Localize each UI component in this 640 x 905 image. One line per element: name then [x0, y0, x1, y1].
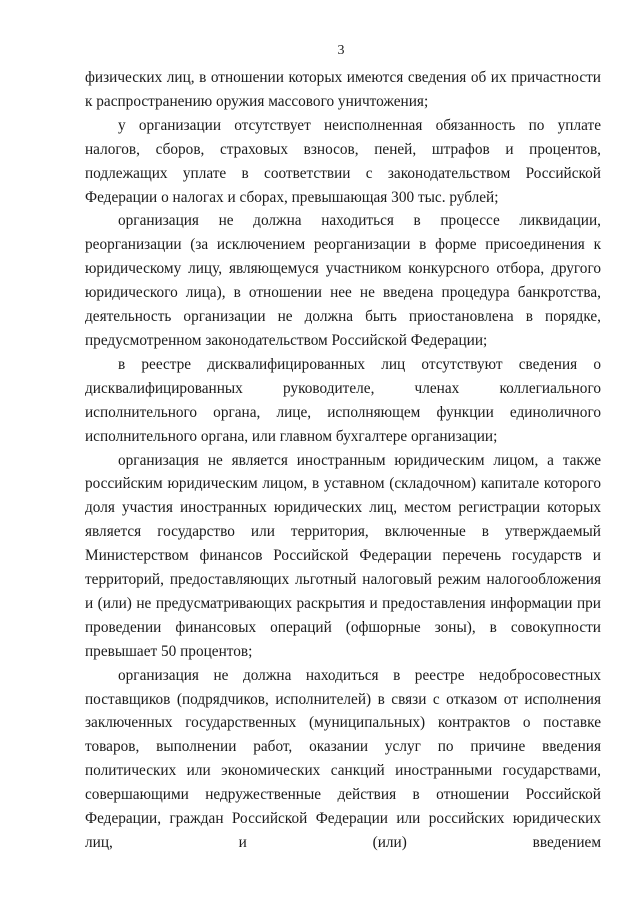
- paragraph-unscrupulous-suppliers: организация не должна находиться в реестре недобросовестных поставщиков (подрядчиков, исполнителей) в связи с отказом от исполнения заключенных государственных (муниципальных) контрактов о поставке товаров, выполнении работ, оказании услуг по причине введения политических или экономических санкций иностранными государствами, совершающими недружественные действия в отношении Российской Федерации, граждан Российской Федерации или российских юридических лиц, и (или) введением: [85, 666, 601, 851]
- paragraph-disqualified-registry: в реестре дисквалифицированных лиц отсутствуют сведения о дисквалифицированных руководителе, членах коллегиального исполнительного органа, лице, исполняющем функции единоличного исполнительного органа, или главном бухгалтере организации;: [85, 355, 601, 445]
- paragraph-continuation: физических лиц, в отношении которых имеются сведения об их причастности к распространению оружия массового уничтожения;: [85, 69, 601, 110]
- document-body: [85, 66, 601, 855]
- paragraph-foreign-entity: организация не является иностранным юридическим лицом, а также российским юридическим лицом, в уставном (складочном) капитале которого доля участия иностранных юридических лиц, местом регистрации которых является государство или территория, включенные в утверждаемый Министерством финансов Российской Федерации перечень государств и территорий, предоставляющих льготный налоговый режим налогообложения и (или) не предусматривающих раскрытия и предоставления информации при проведении финансовых операций (офшорные зоны), в совокупности превышает 50 процентов;: [85, 451, 601, 660]
- paragraph-liquidation: организация не должна находиться в процессе ликвидации, реорганизации (за исключением реорганизации в форме присоединения к юридическому лицу, являющемуся участником конкурсного отбора, другого юридического лица), в отношении нее не введена процедура банкротства, деятельность организации не должна быть приостановлена в порядке, предусмотренном законодательством Российской Федерации;: [85, 212, 601, 349]
- page-number: 3: [337, 43, 345, 58]
- paragraph-tax-obligation: у организации отсутствует неисполненная обязанность по уплате налогов, сборов, страховых взносов, пеней, штрафов и процентов, подлежащих уплате в соответствии с законодательством Российской Федерации о налогах и сборах, превышающая 300 тыс. рублей;: [85, 116, 601, 206]
